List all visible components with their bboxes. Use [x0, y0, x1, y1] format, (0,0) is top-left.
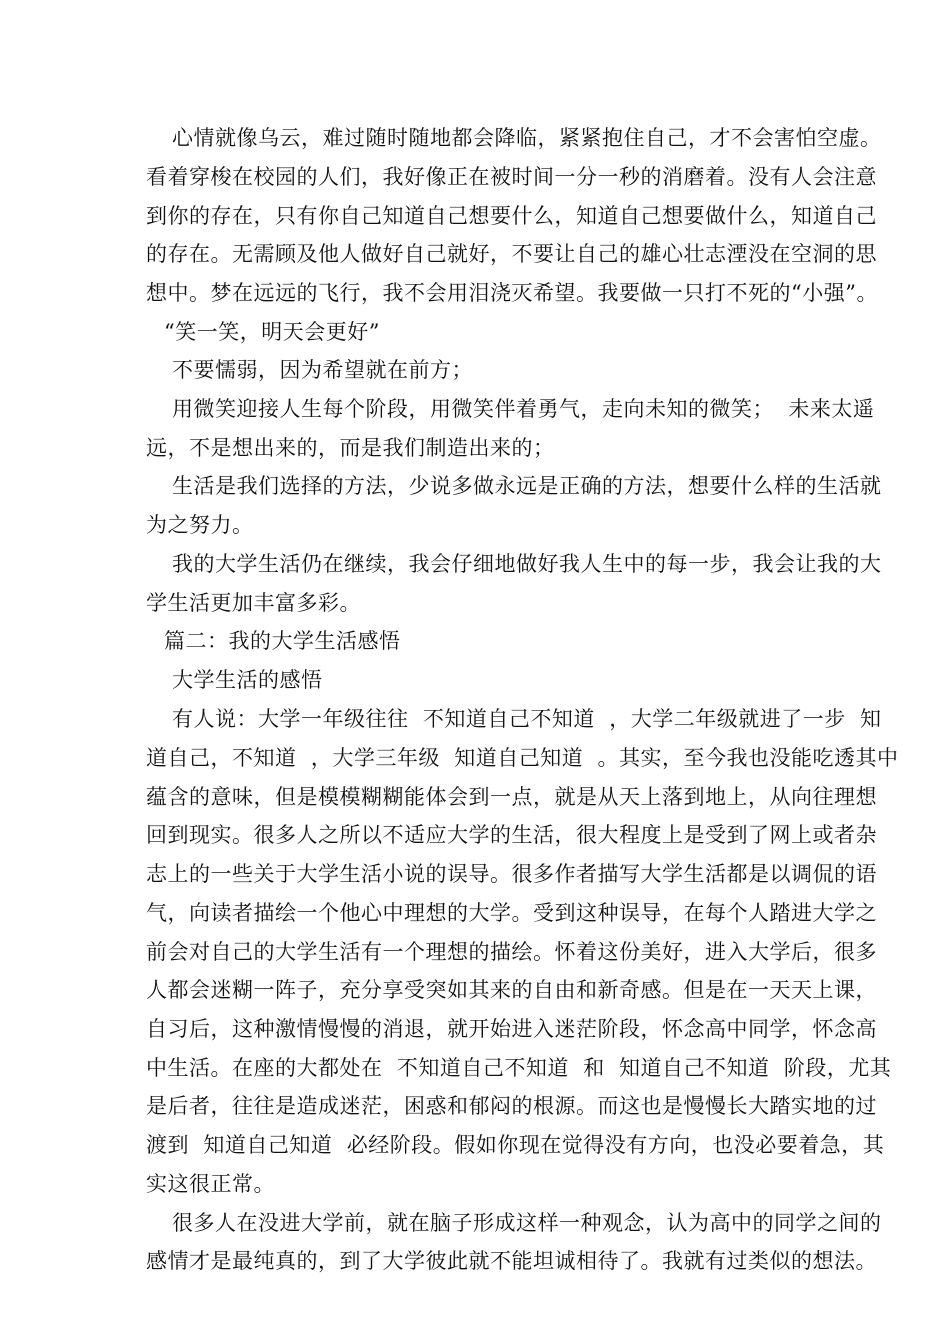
text-line: 有人说：大学一年级往往 不知道自己不知道 ，大学二年级就进了一步 知: [172, 707, 882, 731]
text-line: 用微笑迎接人生每个阶段，用微笑伴着勇气，走向未知的微笑； 未来太遥: [172, 397, 875, 421]
text-line: 想中。梦在远远的飞行，我不会用泪浇灭希望。我要做一只打不死的“小强”。: [146, 281, 878, 305]
text-line: 学生活更加丰富多彩。: [146, 591, 361, 615]
text-line: 蕴含的意味，但是模模糊糊能体会到一点，就是从天上落到地上，从向往理想: [146, 785, 877, 809]
text-line: 很多人在没进大学前，就在脑子形成这样一种观念，认为高中的同学之间的: [172, 1211, 882, 1235]
text-line: 自习后，这种激情慢慢的消退，就开始进入迷茫阶段，怀念高中同学，怀念高: [146, 1017, 877, 1041]
text-line: 前会对自己的大学生活有一个理想的描绘。怀着这份美好，进入大学后，很多: [146, 940, 877, 964]
text-line: 远，不是想出来的，而是我们制造出来的；: [146, 436, 555, 460]
text-line: 生活是我们选择的方法，少说多做永远是正确的方法，想要什么样的生活就: [172, 474, 882, 498]
text-line: 气，向读者描绘一个他心中理想的大学。受到这种误导，在每个人踏进大学之: [146, 901, 877, 925]
text-line: “笑一笑，明天会更好”: [164, 320, 380, 344]
text-line: 到你的存在，只有你自己知道自己想要什么，知道自己想要做什么，知道自己: [146, 204, 877, 228]
text-line: 渡到 知道自己知道 必经阶段。假如你现在觉得没有方向，也没必要着急，其: [146, 1133, 885, 1157]
text-line: 我的大学生活仍在继续，我会仔细地做好我人生中的每一步，我会让我的大: [172, 552, 882, 576]
text-line: 为之努力。: [146, 513, 254, 537]
text-line: 的存在。无需顾及他人做好自己就好，不要让自己的雄心壮志湮没在空洞的思: [146, 242, 877, 266]
text-line: 中生活。在座的大都处在 不知道自己不知道 和 知道自己不知道 阶段，尤其: [146, 1056, 892, 1080]
text-line: 回到现实。很多人之所以不适应大学的生活，很大程度上是受到了网上或者杂: [146, 823, 877, 847]
text-line: 人都会迷糊一阵子，充分享受突如其来的自由和新奇感。但是在一天天上课，: [146, 978, 877, 1002]
text-line: 是后者，往往是造成迷茫，困惑和郁闷的根源。而这也是慢慢长大踏实地的过: [146, 1094, 877, 1118]
text-line: 实这很正常。: [146, 1172, 275, 1196]
text-line: 志上的一些关于大学生活小说的误导。很多作者描写大学生活都是以调侃的语: [146, 862, 877, 886]
text-line: 感情才是最纯真的，到了大学彼此就不能坦诚相待了。我就有过类似的想法。: [146, 1249, 877, 1273]
subheading: 大学生活的感悟: [172, 668, 323, 692]
text-line: 看着穿梭在校园的人们，我好像正在被时间一分一秒的消磨着。没有人会注意: [146, 165, 877, 189]
section-heading: 篇二：我的大学生活感悟: [164, 629, 401, 653]
text-line: 不要懦弱，因为希望就在前方；: [172, 358, 473, 382]
text-line: 道自己，不知道 ，大学三年级 知道自己知道 。其实，至今我也没能吃透其中: [146, 746, 899, 770]
text-line: 心情就像乌云，难过随时随地都会降临，紧紧抱住自己，才不会害怕空虚。: [172, 126, 882, 150]
